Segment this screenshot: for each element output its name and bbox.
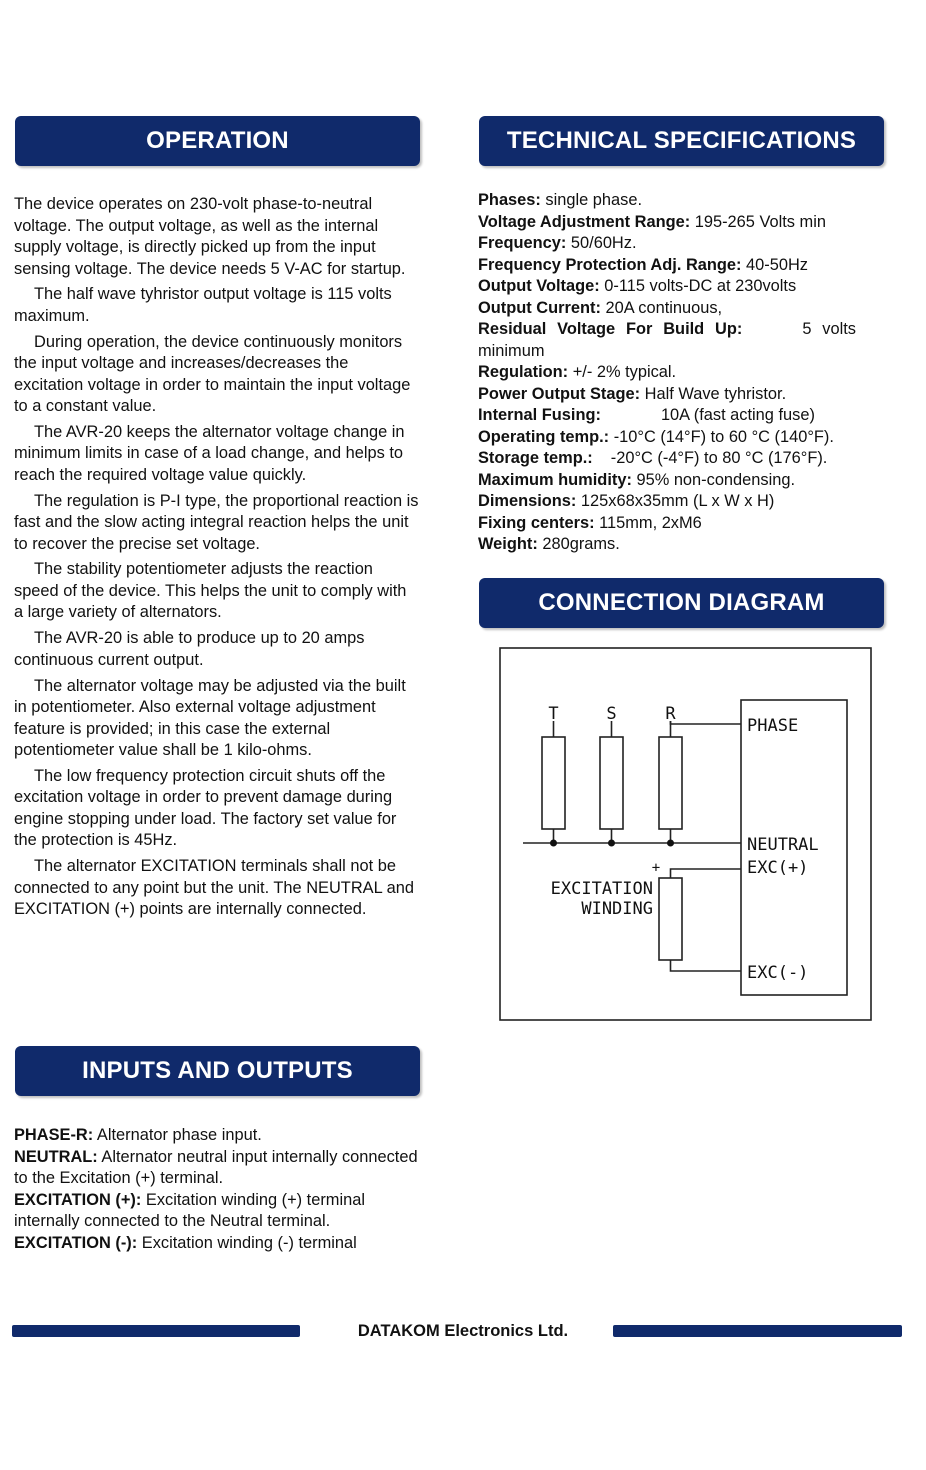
spec-item xyxy=(478,534,888,556)
footer-company: DATAKOM Electronics Ltd. xyxy=(357,1322,569,1340)
junction-dot xyxy=(608,840,615,847)
spec-item xyxy=(478,427,888,449)
terminal-exc-plus: EXC(+) xyxy=(747,858,809,878)
spec-label: Weight: xyxy=(478,535,538,553)
io-text: Excitation winding (-) terminal xyxy=(137,1233,357,1252)
spec-item xyxy=(478,513,888,535)
operation-paragraph: During operation, the device continuously monitors the input voltage and increases/decreases the excitation voltage in order to maintain the input voltage to a constant value. xyxy=(14,332,411,416)
excitation-winding xyxy=(659,878,682,960)
spec-label: Storage temp.: xyxy=(478,449,593,467)
resistor-r xyxy=(659,737,682,829)
spec-label: Internal Fusing: xyxy=(478,406,601,424)
spec-item xyxy=(478,255,888,277)
spec-label: Residual Voltage For Build Up: xyxy=(478,320,743,338)
spec-item xyxy=(478,233,888,255)
operation-paragraph: The stability potentiometer adjusts the reaction speed of the device. This helps the unit to comply with a large variety of alternators. xyxy=(14,560,407,622)
specs-title: TECHNICAL SPECIFICATIONS xyxy=(506,127,857,154)
operation-paragraph: The alternator voltage may be adjusted via the built in potentiometer. Also external voltage adjustment feature is provided; in this case the external potentiometer value shall be 1 kilo-ohms. xyxy=(14,676,406,760)
spec-label: Fixing centers: xyxy=(478,513,595,532)
spec-item xyxy=(478,212,888,234)
spec-item xyxy=(478,448,888,470)
io-label: EXCITATION (+): xyxy=(14,1190,142,1209)
operation-paragraph: The half wave tyhristor output voltage is 115 volts maximum. xyxy=(14,285,392,325)
io-label: EXCITATION (-): xyxy=(14,1233,138,1252)
spec-value: 40-50Hz xyxy=(741,255,809,274)
io-item xyxy=(14,1125,419,1147)
spec-value: 95% non-condensing. xyxy=(631,470,796,489)
footer-bar-left xyxy=(12,1325,300,1337)
spec-label: Operating temp.: xyxy=(478,427,610,446)
spec-value: 10A (fast acting fuse) xyxy=(660,406,815,424)
spec-label: Output Voltage: xyxy=(478,277,600,295)
connection-diagram-svg xyxy=(499,647,873,1022)
io-item xyxy=(14,1233,419,1255)
spec-label: Voltage Adjustment Range: xyxy=(478,212,691,231)
terminal-exc-minus: EXC(-) xyxy=(747,963,809,983)
io-label: NEUTRAL: xyxy=(14,1147,98,1166)
spec-label: Frequency: xyxy=(478,234,567,252)
footer-bar-right xyxy=(613,1325,902,1337)
diagram-header xyxy=(479,578,884,628)
resistor-s xyxy=(600,737,623,829)
terminal-neutral: NEUTRAL xyxy=(747,835,819,855)
operation-text xyxy=(14,194,419,925)
operation-header xyxy=(15,116,420,166)
spec-item xyxy=(478,298,888,320)
operation-paragraph: The device operates on 230-volt phase-to-neutral voltage. The output voltage, as well as the internal supply voltage, is directly picked up from the input sensing voltage. The device needs 5 V-AC for startup. xyxy=(14,195,406,278)
spec-value: 5 volts minimum xyxy=(478,320,856,360)
input-label-s: S xyxy=(606,704,617,724)
operation-paragraph: The regulation is P-I type, the proportional reaction is fast and the slow acting integral reaction helps the unit to recover the precise set voltage. xyxy=(14,491,419,553)
operation-paragraph: The low frequency protection circuit shuts off the excitation voltage in order to prevent damage during engine stopping under load. The factory set value for the protection is 45Hz. xyxy=(14,766,397,850)
spec-value: 50/60Hz. xyxy=(566,234,637,252)
winding-label-line2: WINDING xyxy=(581,899,653,919)
spec-item xyxy=(478,491,888,513)
winding-label-line1: EXCITATION xyxy=(550,879,653,899)
spec-label: Frequency Protection Adj. Range: xyxy=(478,255,742,274)
spec-item xyxy=(478,384,888,406)
operation-paragraph: The AVR-20 is able to produce up to 20 amps continuous current output. xyxy=(14,629,365,669)
io-text: Alternator neutral input internally connected to the Excitation (+) terminal. xyxy=(14,1147,418,1187)
io-title: INPUTS AND OUTPUTS xyxy=(82,1057,353,1084)
spec-value: 195-265 Volts min xyxy=(690,212,826,231)
io-item xyxy=(14,1147,419,1190)
io-text: Alternator phase input. xyxy=(93,1126,262,1144)
connection-diagram xyxy=(499,647,873,1027)
spec-value: 115mm, 2xM6 xyxy=(594,513,702,532)
spec-label: Phases: xyxy=(478,191,541,209)
spec-value: +/- 2% typical. xyxy=(568,363,677,381)
terminal-phase: PHASE xyxy=(747,716,799,736)
specs-list xyxy=(478,190,888,556)
spec-item xyxy=(478,470,888,492)
input-label-t: T xyxy=(548,704,559,724)
spec-value: 0-115 volts-DC at 230volts xyxy=(599,277,797,295)
spec-value: -20°C (-4°F) to 80 °C (176°F). xyxy=(610,449,828,467)
io-text: Excitation winding (+) terminal internally connected to the Neutral terminal. xyxy=(14,1190,365,1230)
spec-item xyxy=(478,190,888,212)
resistor-t xyxy=(542,737,565,829)
plus-sign: + xyxy=(651,860,661,876)
spec-item xyxy=(478,276,888,298)
io-label: PHASE-R: xyxy=(14,1126,94,1144)
spec-item xyxy=(478,319,856,362)
spec-label: Dimensions: xyxy=(478,492,577,510)
input-label-r: R xyxy=(665,704,676,724)
io-list xyxy=(14,1125,419,1254)
operation-paragraph: The alternator EXCITATION terminals shall not be connected to any point but the unit. The NEUTRAL and EXCITATION (+) points are internally connected. xyxy=(14,857,415,919)
spec-item xyxy=(478,405,888,427)
spec-value: Half Wave tyhristor. xyxy=(640,384,787,403)
operation-paragraph: The AVR-20 keeps the alternator voltage change in minimum limits in case of a load change, and helps to reach the required voltage value quickly. xyxy=(14,422,405,484)
spec-value: 20A continuous, xyxy=(600,298,723,317)
junction-dot xyxy=(667,840,674,847)
diagram-title: CONNECTION DIAGRAM xyxy=(538,589,825,616)
operation-title: OPERATION xyxy=(146,127,289,154)
spec-value: 280grams. xyxy=(537,535,620,553)
spec-label: Maximum humidity: xyxy=(478,470,632,489)
spec-value: single phase. xyxy=(540,191,643,209)
spec-label: Output Current: xyxy=(478,298,601,317)
spec-label: Regulation: xyxy=(478,363,569,381)
specs-header xyxy=(479,116,884,166)
io-item xyxy=(14,1190,419,1233)
spec-value: -10°C (14°F) to 60 °C (140°F). xyxy=(609,427,834,446)
io-header xyxy=(15,1046,420,1096)
junction-dot xyxy=(550,840,557,847)
spec-value: 125x68x35mm (L x W x H) xyxy=(576,492,775,510)
spec-label: Power Output Stage: xyxy=(478,384,641,403)
spec-item xyxy=(478,362,888,384)
